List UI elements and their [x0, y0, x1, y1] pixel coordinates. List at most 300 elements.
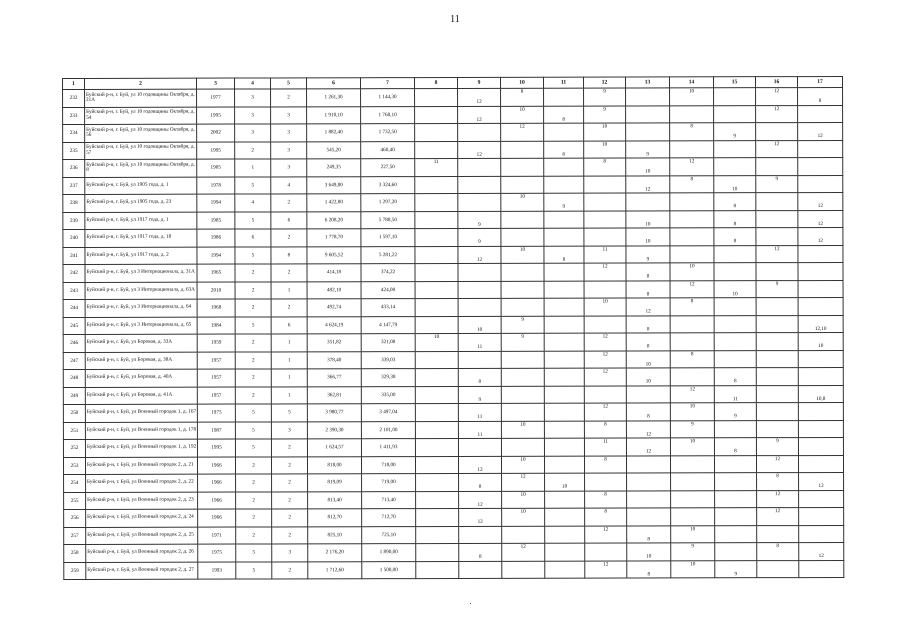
- col-15: [714, 193, 756, 211]
- col-8: [415, 403, 458, 421]
- periodicity-value: 12: [645, 186, 651, 193]
- entrances: 5: [271, 404, 307, 422]
- col-15: [714, 263, 756, 281]
- col-17: [798, 280, 843, 298]
- col-8: [415, 316, 458, 334]
- row-number: 258: [64, 544, 86, 562]
- entrances: 6: [271, 211, 307, 229]
- build-year: 1985: [197, 212, 235, 230]
- build-year: 1978: [197, 177, 235, 195]
- floors: 2: [236, 491, 272, 509]
- col-9: [459, 473, 502, 491]
- col-9: [458, 123, 501, 141]
- row-number: 243: [63, 282, 85, 300]
- col-12: [584, 281, 626, 299]
- col-9: [458, 141, 501, 159]
- floors: 5: [235, 404, 271, 422]
- entrances: 2: [271, 229, 307, 247]
- periodicity-value: 8: [562, 256, 566, 263]
- build-year: 1966: [198, 492, 236, 510]
- col-13: [627, 525, 671, 543]
- col-15: [714, 175, 756, 193]
- periodicity-value: 10: [477, 326, 483, 333]
- col-11: [544, 281, 584, 299]
- address: Буйский р-н, г. Буй, ул 10 годовщины Октября, д. 57: [85, 142, 197, 160]
- living-area: 2 101,00: [361, 421, 415, 439]
- col-11: [544, 456, 584, 474]
- periodicity-value: 9: [775, 175, 779, 182]
- col-16: [756, 385, 798, 403]
- periodicity-value: 11: [477, 414, 483, 421]
- entrances: 3: [271, 124, 307, 142]
- col-14: [670, 350, 714, 368]
- col-16: [756, 280, 798, 298]
- periodicity-value: 10: [519, 106, 525, 113]
- col-13: [626, 245, 670, 263]
- col-15: [715, 490, 757, 508]
- build-year: 1966: [197, 457, 235, 475]
- col-8: [415, 281, 458, 299]
- periodicity-value: 8: [690, 351, 694, 358]
- periodicity-value: 10: [602, 298, 608, 305]
- total-area: 825,10: [308, 526, 362, 544]
- table-row: [64, 490, 844, 510]
- total-area: 492,74: [307, 299, 361, 317]
- total-area: 366,77: [307, 369, 361, 387]
- col-17: [799, 560, 844, 578]
- table-row: [63, 192, 843, 212]
- entrances: 1: [271, 351, 307, 369]
- entrances: 2: [271, 299, 307, 317]
- col-17: [798, 157, 843, 175]
- periodicity-value: 12: [689, 281, 695, 288]
- periodicity-value: 9: [734, 570, 738, 577]
- table-row: [63, 297, 843, 317]
- col-16: [756, 315, 798, 333]
- periodicity-value: 11: [602, 438, 608, 445]
- table-row: [64, 525, 844, 545]
- col-9: [458, 333, 501, 351]
- col-17: [798, 350, 843, 368]
- periodicity-value: 10: [690, 561, 696, 568]
- total-area: 351,82: [307, 334, 361, 352]
- build-year: 1975: [197, 404, 235, 422]
- table-row: [63, 332, 843, 352]
- build-year: 1905: [197, 159, 235, 177]
- address: Буйский р-н, г. Буй, ул 3 Интернационала, д. 65: [85, 317, 197, 335]
- periodicity-value: 12: [602, 333, 608, 340]
- periodicity-value: 8: [776, 543, 780, 550]
- entrances: 2: [272, 509, 308, 527]
- entrances: 2: [271, 439, 307, 457]
- table-row: [63, 437, 843, 457]
- row-number: 237: [63, 177, 85, 195]
- col-9: [458, 246, 501, 264]
- table-row: [63, 367, 843, 387]
- periodicity-value: 10: [561, 483, 568, 490]
- periodicity-value: 10: [645, 238, 651, 245]
- build-year: 1984: [197, 317, 235, 335]
- table-body: [63, 87, 844, 579]
- total-area: 1 778,70: [307, 229, 361, 247]
- row-number: 250: [63, 404, 85, 422]
- periodicity-value: 12: [519, 124, 525, 131]
- total-area: 1 261,30: [307, 89, 361, 107]
- table-row: [64, 472, 844, 492]
- col-10: [502, 491, 545, 509]
- col-8: [415, 386, 458, 404]
- total-area: 819,09: [308, 474, 362, 492]
- col-12: [584, 316, 626, 334]
- address: Буйский р-н, г. Буй, ул Военный городок 1, д. 192: [85, 439, 197, 457]
- col-10: [501, 158, 544, 176]
- address: Буйский р-н, г. Буй, ул Боровая, д. 38А: [85, 352, 197, 370]
- periodicity-value: 10: [645, 361, 651, 368]
- col-13: [627, 560, 671, 578]
- col-8: [415, 228, 458, 246]
- col-15: [714, 420, 756, 438]
- col-12: [585, 561, 627, 579]
- col-16: [756, 88, 798, 106]
- col-11: [544, 158, 584, 176]
- periodicity-value: 8: [604, 421, 607, 428]
- col-10: [501, 123, 544, 141]
- periodicity-value: 12: [689, 386, 695, 393]
- col-10: [502, 543, 545, 561]
- column-header-2: 2: [85, 78, 197, 89]
- table-row: [63, 87, 843, 107]
- table-row: [64, 542, 844, 562]
- periodicity-value: 12: [774, 490, 781, 497]
- col-10: [501, 456, 544, 474]
- col-16: [756, 455, 798, 473]
- table-row: [63, 175, 843, 195]
- column-header-9: 9: [457, 77, 500, 88]
- periodicity-value: 8: [562, 151, 566, 158]
- address: Буйский р-н, г. Буй, ул 3 Интернационала, д. 31А: [85, 264, 197, 282]
- living-area: 227,50: [361, 159, 415, 177]
- floors: 2: [235, 386, 271, 404]
- col-15: [714, 455, 756, 473]
- periodicity-value: 9: [691, 543, 695, 550]
- col-11: [544, 386, 584, 404]
- periodicity-value: 12: [603, 561, 609, 568]
- periodicity-value: 10,8: [816, 395, 826, 402]
- table-row: [64, 560, 844, 580]
- col-13: [626, 455, 670, 473]
- living-area: 1 500,00: [362, 561, 416, 579]
- floors: 3: [235, 106, 271, 124]
- periodicity-value: 10: [646, 553, 652, 560]
- col-8: [416, 473, 459, 491]
- periodicity-value: 10: [689, 263, 695, 270]
- address: Буйский р-н, г. Буй, ул 10 годовщины Октября, д. 8: [85, 159, 197, 177]
- col-16: [757, 525, 799, 543]
- periodicity-value: 12: [477, 501, 483, 508]
- floors: 2: [235, 299, 271, 317]
- col-15: [715, 508, 757, 526]
- periodicity-value: 12: [476, 151, 482, 158]
- col-8: [415, 106, 458, 124]
- col-17: [798, 210, 843, 228]
- row-number: 256: [64, 509, 86, 527]
- col-14: [670, 315, 714, 333]
- periodicity-value: 9: [646, 256, 650, 263]
- floors: 2: [236, 526, 272, 544]
- table-row: [63, 227, 843, 247]
- total-area: 362,81: [307, 386, 361, 404]
- col-17: [798, 227, 843, 245]
- col-12: [585, 473, 627, 491]
- periodicity-value: 12: [817, 238, 824, 245]
- living-area: 1 144,30: [361, 89, 415, 107]
- column-header-7: 7: [361, 78, 415, 89]
- living-area: 4 147,79: [361, 316, 415, 334]
- build-year: 1957: [197, 369, 235, 387]
- periodicity-value: 12: [520, 474, 526, 481]
- col-14: [670, 263, 714, 281]
- address: Буйский р-н, г. Буй, ул Боровая, д. 40А: [85, 369, 197, 387]
- entrances: 4: [271, 176, 307, 194]
- floors: 5: [235, 246, 271, 264]
- col-8: [416, 491, 459, 509]
- total-area: 4 624,19: [307, 316, 361, 334]
- col-14: [670, 385, 714, 403]
- table-row: [63, 105, 843, 125]
- floors: 5: [235, 211, 271, 229]
- col-14: [670, 368, 714, 386]
- col-11: [544, 351, 584, 369]
- build-year: 1966: [198, 474, 236, 492]
- col-16: [756, 140, 798, 158]
- address: Буйский р-н, г. Буй, ул 3 Интернационала, д. 63А: [85, 282, 197, 300]
- entrances: 2: [271, 456, 307, 474]
- col-15: [715, 560, 757, 578]
- col-8: [416, 543, 459, 561]
- total-area: 3 649,80: [307, 176, 361, 194]
- col-16: [756, 368, 798, 386]
- col-14: [670, 123, 714, 141]
- col-14: [670, 245, 714, 263]
- total-area: 1 910,10: [307, 106, 361, 124]
- build-year: 1966: [198, 509, 236, 527]
- entrances: 2: [272, 474, 308, 492]
- col-17: [798, 175, 843, 193]
- col-11: [544, 316, 584, 334]
- col-10: [501, 141, 544, 159]
- build-year: 1986: [197, 229, 235, 247]
- col-12: [584, 88, 626, 106]
- periodicity-value: 9: [775, 280, 779, 287]
- col-10: [501, 281, 544, 299]
- table-row: [63, 245, 843, 265]
- periodicity-value: 8: [690, 123, 693, 130]
- periodicity-value: 12: [774, 245, 780, 252]
- col-14: [671, 560, 715, 578]
- col-12: [584, 456, 626, 474]
- col-9: [458, 106, 501, 124]
- periodicity-value: 8: [604, 491, 607, 498]
- col-15: [714, 350, 756, 368]
- col-14: [670, 298, 714, 316]
- col-10: [501, 298, 544, 316]
- periodicity-value: 9: [521, 316, 524, 323]
- col-14: [670, 158, 714, 176]
- entrances: 2: [271, 89, 307, 107]
- col-9: [459, 543, 502, 561]
- floors: 2: [235, 141, 271, 159]
- col-11: [545, 561, 585, 579]
- col-16: [756, 193, 798, 211]
- col-13: [627, 473, 671, 491]
- total-area: 1 882,40: [307, 124, 361, 142]
- floors: 5: [235, 176, 271, 194]
- total-area: 414,18: [307, 264, 361, 282]
- col-12: [584, 351, 626, 369]
- build-year: 1995: [197, 142, 235, 160]
- periodicity-value: 8: [646, 291, 650, 298]
- row-number: 246: [63, 334, 85, 352]
- total-area: 9 605,52: [307, 246, 361, 264]
- col-8: [415, 158, 458, 176]
- periodicity-value: 8: [734, 448, 737, 455]
- col-15: [715, 473, 757, 491]
- living-area: 718,00: [361, 456, 415, 474]
- periodicity-value: 12: [817, 220, 823, 227]
- col-13: [626, 158, 670, 176]
- col-12: [585, 526, 627, 544]
- col-15: [714, 245, 756, 263]
- periodicity-value: 12: [476, 256, 483, 263]
- col-12: [585, 491, 627, 509]
- col-16: [756, 123, 798, 141]
- periodicity-value: 8: [733, 378, 737, 385]
- column-header-13: 13: [625, 77, 669, 88]
- build-year: 1994: [197, 194, 235, 212]
- row-number: 252: [63, 439, 85, 457]
- periodicity-value: 12: [773, 88, 780, 95]
- col-11: [545, 543, 585, 561]
- col-11: [544, 88, 584, 106]
- col-10: [501, 421, 544, 439]
- living-area: 460,40: [361, 141, 415, 159]
- column-header-1: 1: [63, 78, 85, 89]
- col-17: [798, 332, 843, 350]
- living-area: 719,00: [362, 474, 416, 492]
- periodicity-value: 12: [818, 553, 824, 560]
- total-area: 1 624,57: [307, 439, 361, 457]
- col-9: [458, 368, 501, 386]
- col-9: [458, 298, 501, 316]
- col-14: [670, 105, 714, 123]
- col-13: [626, 350, 670, 368]
- build-year: 1971: [198, 527, 236, 545]
- periodicity-value: 11: [477, 344, 483, 351]
- col-13: [626, 280, 670, 298]
- col-15: [714, 403, 756, 421]
- col-9: [458, 351, 501, 369]
- periodicity-value: 8: [604, 456, 607, 463]
- periodicity-value: 11: [433, 159, 439, 166]
- periodicity-value: 8: [690, 298, 694, 305]
- col-15: [714, 315, 756, 333]
- floors: 2: [235, 264, 271, 282]
- col-15: [714, 123, 756, 141]
- col-13: [626, 385, 670, 403]
- col-15: [714, 438, 756, 456]
- living-area: 712,70: [362, 509, 416, 527]
- table-row: [63, 210, 843, 230]
- periodicity-value: 10: [434, 334, 440, 341]
- periodicity-value: 8: [646, 343, 650, 350]
- col-10: [502, 526, 545, 544]
- build-year: 1977: [197, 89, 235, 107]
- total-area: 818,00: [307, 456, 361, 474]
- col-8: [415, 351, 458, 369]
- periodicity-value: 9: [521, 334, 524, 341]
- periodicity-value: 9: [562, 203, 566, 210]
- periodicity-value: 12: [602, 368, 608, 375]
- periodicity-value: 12: [775, 508, 781, 515]
- col-11: [544, 211, 584, 229]
- periodicity-value: 9: [646, 151, 650, 158]
- periodicity-value: 12: [645, 431, 652, 438]
- periodicity-value: 8: [733, 238, 737, 245]
- col-14: [670, 438, 714, 456]
- column-header-6: 6: [307, 78, 361, 89]
- col-10: [501, 211, 544, 229]
- col-12: [584, 158, 626, 176]
- living-area: 3 324,60: [361, 176, 415, 194]
- col-11: [544, 141, 584, 159]
- col-8: [415, 193, 458, 211]
- col-17: [798, 105, 843, 123]
- periodicity-value: 8: [646, 273, 650, 280]
- periodicity-value: 12: [603, 526, 609, 533]
- periodicity-value: 10: [520, 421, 526, 428]
- total-area: 545,20: [307, 141, 361, 159]
- col-8: [415, 141, 458, 159]
- col-15: [715, 525, 757, 543]
- living-area: 321,08: [361, 334, 415, 352]
- col-16: [756, 333, 798, 351]
- floors: 6: [235, 229, 271, 247]
- col-9: [459, 561, 502, 579]
- col-14: [670, 403, 714, 421]
- col-11: [544, 438, 584, 456]
- periodicity-value: 8: [478, 379, 482, 386]
- col-17: [798, 140, 843, 158]
- address: Буйский р-н, г. Буй, ул 10 годовщины Октября, д. 21А: [85, 89, 197, 107]
- col-9: [458, 263, 501, 281]
- col-17: [798, 385, 843, 403]
- periodicity-value: 10: [519, 246, 526, 253]
- row-number: 238: [63, 194, 85, 212]
- col-16: [756, 158, 798, 176]
- floors: 2: [235, 456, 271, 474]
- living-area: 1 411,93: [361, 439, 415, 457]
- col-17: [799, 472, 844, 490]
- col-9: [459, 526, 502, 544]
- floors: 3: [235, 89, 271, 107]
- periodicity-value: 12: [817, 133, 823, 140]
- floors: 2: [236, 509, 272, 527]
- address: Буйский р-н, г. Буй, ул Военный городок 2, д. 26: [86, 544, 198, 562]
- living-area: 335,00: [361, 386, 415, 404]
- entrances: 6: [271, 316, 307, 334]
- col-9: [458, 403, 501, 421]
- periodicity-value: 12: [817, 203, 823, 210]
